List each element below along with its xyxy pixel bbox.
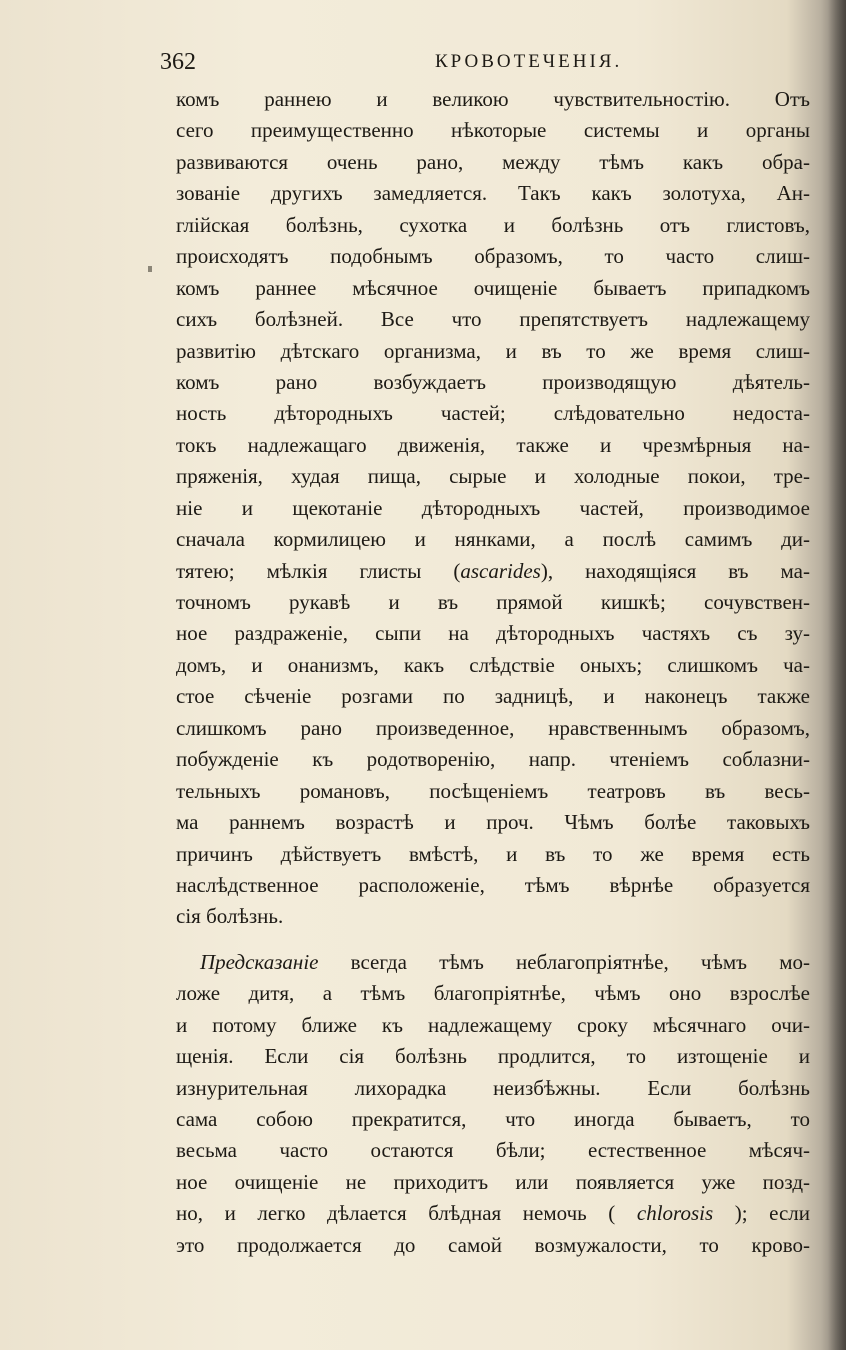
text-line xyxy=(176,1198,810,1229)
text-line: точномъ рукавѣ и въ прямой кишкѣ; сочувствен- xyxy=(176,590,810,614)
latin-term: chlorosis xyxy=(636,1201,714,1226)
page-number: 362 xyxy=(160,49,196,75)
text-line: токъ надлежащаго движенія, также и чрезмѣрныя на- xyxy=(176,432,810,457)
text-line: комъ раннею и великою чувствительностію. Отъ xyxy=(176,87,810,111)
text-line xyxy=(176,947,810,978)
text-line: развитію дѣтскаго организма, и въ то же время слиш- xyxy=(176,338,810,363)
text-span: тятею; мѣлкія глисты ( xyxy=(176,558,461,583)
text-line: ма раннемъ возрастѣ и проч. Чѣмъ болѣе таковыхъ xyxy=(176,810,810,835)
text-line: побужденіе къ родотворенію, напр. чтеніемъ соблазни- xyxy=(176,747,810,772)
body-text xyxy=(176,84,810,1261)
page-header xyxy=(160,46,810,78)
text-line: тельныхъ романовъ, посѣщеніемъ театровъ въ весь- xyxy=(176,778,810,803)
text-line: наслѣдственное расположеніе, тѣмъ вѣрнѣе образуется xyxy=(176,872,810,897)
text-line: слишкомъ рано произведенное, нравственнымъ образомъ, xyxy=(176,715,810,740)
text-line: и потому ближе къ надлежащему сроку мѣсячнаго очи- xyxy=(176,1012,810,1037)
text-line: стое сѣченіе розгами по задницѣ, и наконецъ также xyxy=(176,684,810,709)
text-line: изнурительная лихорадка неизбѣжны. Если болѣзнь xyxy=(176,1075,810,1100)
text-line: ложе дитя, а тѣмъ благопріятнѣе, чѣмъ оно взрослѣе xyxy=(176,981,810,1006)
text-line: ное раздраженіе, сыпи на дѣтородныхъ частяхъ съ зу- xyxy=(176,621,810,646)
paragraph-2 xyxy=(176,947,810,1261)
text-line: комъ раннее мѣсячное очищеніе бываетъ припадкомъ xyxy=(176,275,810,300)
text-line: весьма часто остаются бѣли; естественное мѣсяч- xyxy=(176,1138,810,1163)
text-span: всегда тѣмъ неблагопріятнѣе, чѣмъ мо- xyxy=(318,949,810,974)
text-line: развиваются очень рано, между тѣмъ какъ обра- xyxy=(176,149,810,174)
text-line: сихъ болѣзней. Все что препятствуетъ надлежащему xyxy=(176,307,810,332)
text-line: сама собою прекратится, что иногда бываетъ, то xyxy=(176,1107,810,1131)
text-line: ное очищеніе не приходитъ или появляется уже позд- xyxy=(176,1169,810,1194)
text-line: пряженія, худая пища, сырые и холодные покои, тре- xyxy=(176,464,810,489)
text-line: сія болѣзнь. xyxy=(176,904,284,929)
text-line: происходятъ подобнымъ образомъ, то часто слиш- xyxy=(176,244,810,269)
text-line: сего преимущественно нѣкоторые системы и органы xyxy=(176,118,810,143)
text-line: зованіе другихъ замедляется. Такъ какъ золотуха, Ан- xyxy=(176,181,810,206)
text-line: щенія. Если сія болѣзнь продлится, то изтощеніе и xyxy=(176,1044,810,1069)
text-span: но, и легко дѣлается блѣдная немочь ( xyxy=(176,1201,637,1226)
margin-mark xyxy=(148,266,152,272)
text-span: ), находящіяся въ ма- xyxy=(540,558,810,583)
text-line: комъ рано возбуждаетъ производящую дѣятель- xyxy=(176,369,810,394)
section-term: Предсказаніе xyxy=(200,949,319,974)
running-title: КРОВОТЕЧЕНІЯ. xyxy=(435,51,623,72)
paragraph-1 xyxy=(176,84,810,933)
text-line: ніе и щекотаніе дѣтородныхъ частей, производимое xyxy=(176,495,810,520)
text-line xyxy=(176,556,810,587)
latin-term: ascarides xyxy=(460,558,541,583)
text-line: глійская болѣзнь, сухотка и болѣзнь отъ глистовъ, xyxy=(176,212,810,237)
text-line: сначала кормилицею и нянками, а послѣ самимъ ди- xyxy=(176,527,810,552)
page-edge-shadow xyxy=(828,0,846,1350)
text-line: это продолжается до самой возмужалости, то крово- xyxy=(176,1232,810,1257)
text-line: домъ, и онанизмъ, какъ слѣдствіе оныхъ; слишкомъ ча- xyxy=(176,652,810,677)
text-span: ); если xyxy=(713,1201,811,1226)
text-line: причинъ дѣйствуетъ вмѣстѣ, и въ то же время есть xyxy=(176,841,810,866)
text-line: ность дѣтородныхъ частей; слѣдовательно недоста- xyxy=(176,401,810,426)
